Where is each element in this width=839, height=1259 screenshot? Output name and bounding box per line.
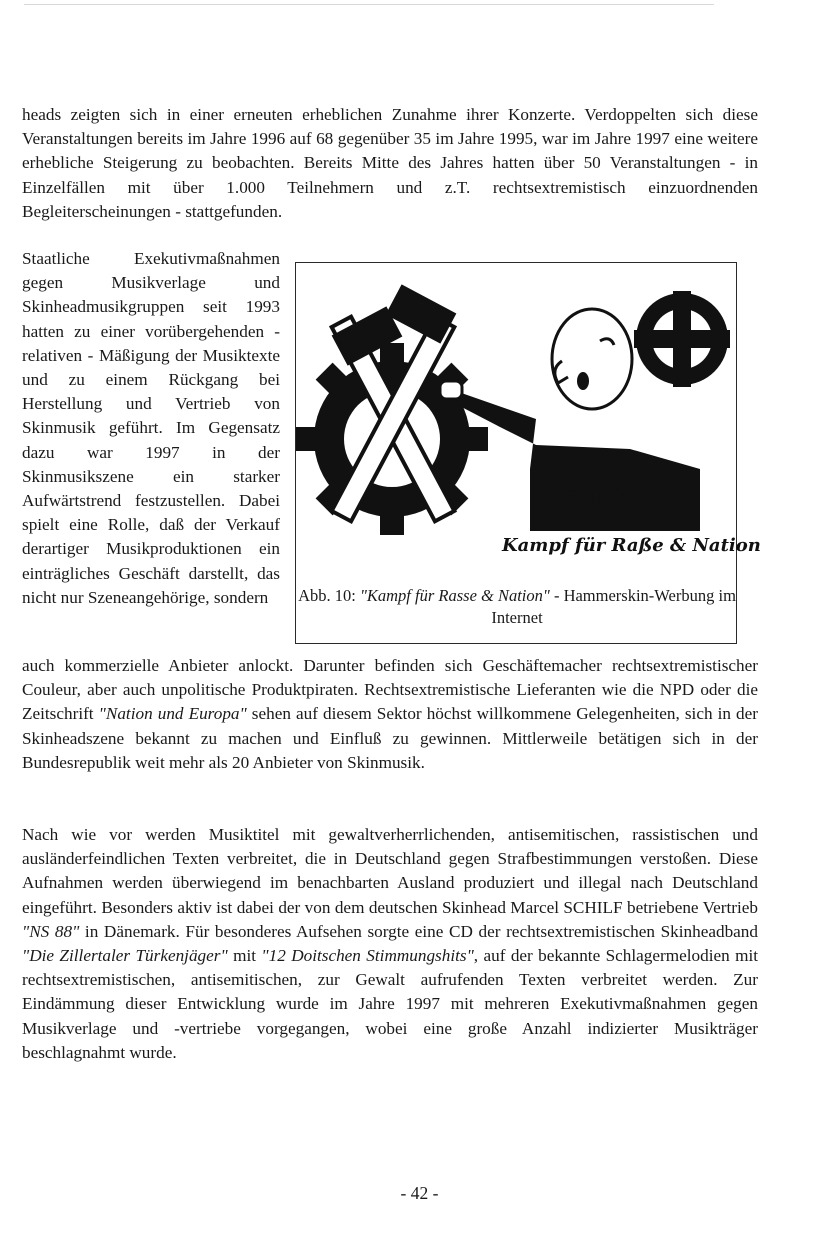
text-run: auch kommerzielle Anbieter anlockt. Darunter befinden sich Geschäftemacher rechtsextremistischer Couleur, aber auch unpolitische Produktpiraten. Rechtsextremistische Lieferanten wie die NPD oder die Zeitschrift <box>22 656 758 724</box>
figure-caption <box>296 585 738 629</box>
scan-edge-line <box>24 4 714 5</box>
text-run: Nach wie vor werden Musiktitel mit gewaltverherrlichenden, antisemitischen, rassistischen und ausländerfeindlichen Texten verbreitet, die in Deutschland gegen Strafbestimmungen verstoßen. Diese Aufnahmen werden überwiegend im benachbarten Ausland produziert und illegal nach Deutschland eingeführt. Besonders aktiv ist dabei der von dem deutschen Skinhead Marcel SCHILF betriebene Vertrieb <box>22 825 758 917</box>
hammerskin-illustration <box>300 269 761 569</box>
paragraph-music-titles <box>22 823 758 1065</box>
text-run: , auf der bekannte Schlagermelodien mit rechtsextremistischen, antisemitischen, zur Gewalt aufrufenden Texten verbreitet werden. Zur Eindämmung dieser Entwicklung wurde im Jahre 1997 mit mehreren Exekutivmaßnahmen gegen Musikverlage und -vertriebe vorgegangen, wobei eine große Anzahl indizierter Musikträger beschlagnahmt wurde. <box>22 946 759 1062</box>
album-title: "12 Doitschen Stimmungshits" <box>261 946 474 966</box>
paragraph-concerts: heads zeigten sich in einer erneuten erheblichen Zunahme ihrer Konzerte. Verdoppelten sich diese Veranstaltungen bereits im Jahre 1996 auf 68 gegenüber 35 im Jahre 1995, war im Jahre 1997 eine weitere erhebliche Steigerung zu beobachten. Bereits Mitte des Jahres hatten über 50 Veranstaltungen - in Einzelfällen mit über 1.000 Teilnehmern und z.T. rechtsextremistisch einzuordnenden Begleiterscheinungen - stattgefunden. <box>22 105 758 221</box>
caption-quote: "Kampf für Rasse & Nation" <box>359 586 550 605</box>
band-name: "Die Zillertaler Türkenjäger" <box>22 946 228 966</box>
caption-label: Abb. 10: <box>298 586 360 605</box>
caption-description: - Hammerskin-Werbung im Internet <box>491 586 736 627</box>
text-run: sehen auf diesem Sektor höchst willkommene Gelegenheiten, sich in der Skinheadszene bekannt zu machen und Einfluß zu gewinnen. Mittlerweile betätigen sich in der Bundesrepublik weit mehr als 20 Anbieter von Skinmusik. <box>22 704 758 772</box>
text-run: mit <box>227 946 262 966</box>
paragraph-suppliers <box>22 654 758 775</box>
page-number: - 42 - <box>400 1183 439 1203</box>
slogan-text: Kampf für Raße & Nation <box>502 535 761 556</box>
text-run: in Dänemark. Für besonderes Aufsehen sorgte eine CD der rechtsextremistischen Skinheadband <box>79 921 758 941</box>
paragraph-executive-measures: Staatliche Exekutivmaßnahmen gegen Musikverlage und Skinheadmusikgruppen seit 1993 hatten zu einer vorübergehenden - relativen - Mäßigung der Musiktexte und zu einem Rückgang bei Herstellung und Vertrieb von Skinmusik geführt. Im Gegensatz dazu war 1997 in der Skinmusikszene ein starker Aufwärtstrend festzustellen. Dabei spielt eine Rolle, daß der Verkauf derartiger Musikproduktionen ein einträgliches Geschäft darstellt, das nicht nur Szeneangehörige, sondern <box>22 249 280 607</box>
magazine-title: "Nation und Europa" <box>98 704 247 724</box>
figure-hammerskin-ad <box>295 262 761 644</box>
shs-logo-text: SHS <box>565 486 628 516</box>
celtic-cross-icon <box>634 291 730 387</box>
distributor-name: "NS 88" <box>22 921 80 941</box>
